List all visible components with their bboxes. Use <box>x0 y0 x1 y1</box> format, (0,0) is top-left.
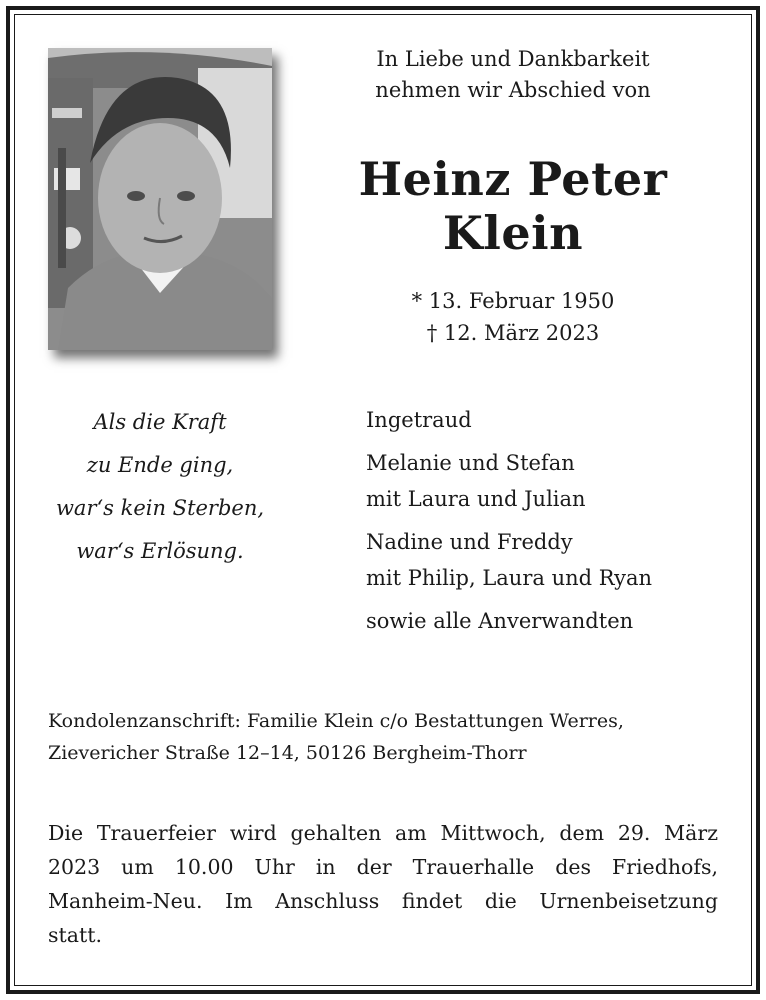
ceremony-notice <box>48 816 718 952</box>
name-line: Klein <box>442 206 584 260</box>
birth-date: * 13. Februar 1950 <box>411 289 615 313</box>
mourner-line: Melanie und Stefan <box>366 451 575 475</box>
poem-line: Als die Kraft <box>93 410 227 434</box>
ceremony-line: 2023 um 10.00 Uhr in der Trauerhalle des Friedhofs, <box>48 855 718 879</box>
ceremony-line: Die Trauerfeier wird gehalten am Mittwoch, dem 29. März <box>48 821 718 845</box>
poem-line: war‘s Erlösung. <box>76 539 244 563</box>
mourner-group <box>366 445 726 517</box>
mourner-group <box>366 603 726 639</box>
mourner-line: Nadine und Freddy <box>366 530 573 554</box>
condolence-address <box>48 705 728 769</box>
intro-text <box>340 44 686 106</box>
life-dates <box>340 285 686 349</box>
ceremony-line: statt. <box>48 923 102 947</box>
portrait-photo <box>48 48 272 350</box>
name-line: Heinz Peter <box>358 152 668 206</box>
mourner-group <box>366 524 726 596</box>
address-line: Kondolenzanschrift: Familie Klein c/o Bestattungen Werres, <box>48 710 624 732</box>
intro-line: In Liebe und Dankbarkeit <box>376 47 650 71</box>
mourners-list <box>366 402 726 646</box>
poem-line: war‘s kein Sterben, <box>55 496 265 520</box>
intro-line: nehmen wir Abschied von <box>375 78 651 102</box>
mourner-group <box>366 402 726 438</box>
mourner-line: mit Laura und Julian <box>366 487 586 511</box>
address-line: Zievericher Straße 12–14, 50126 Bergheim-Thorr <box>48 742 527 764</box>
poem <box>40 401 280 573</box>
deceased-name <box>330 152 696 260</box>
ceremony-line: Manheim-Neu. Im Anschluss findet die Urnenbeisetzung <box>48 889 718 913</box>
poem-line: zu Ende ging, <box>86 453 234 477</box>
mourner-line: Ingetraud <box>366 408 472 432</box>
death-date: † 12. März 2023 <box>426 321 600 345</box>
mourner-line: sowie alle Anverwandten <box>366 609 634 633</box>
mourner-line: mit Philip, Laura und Ryan <box>366 566 653 590</box>
